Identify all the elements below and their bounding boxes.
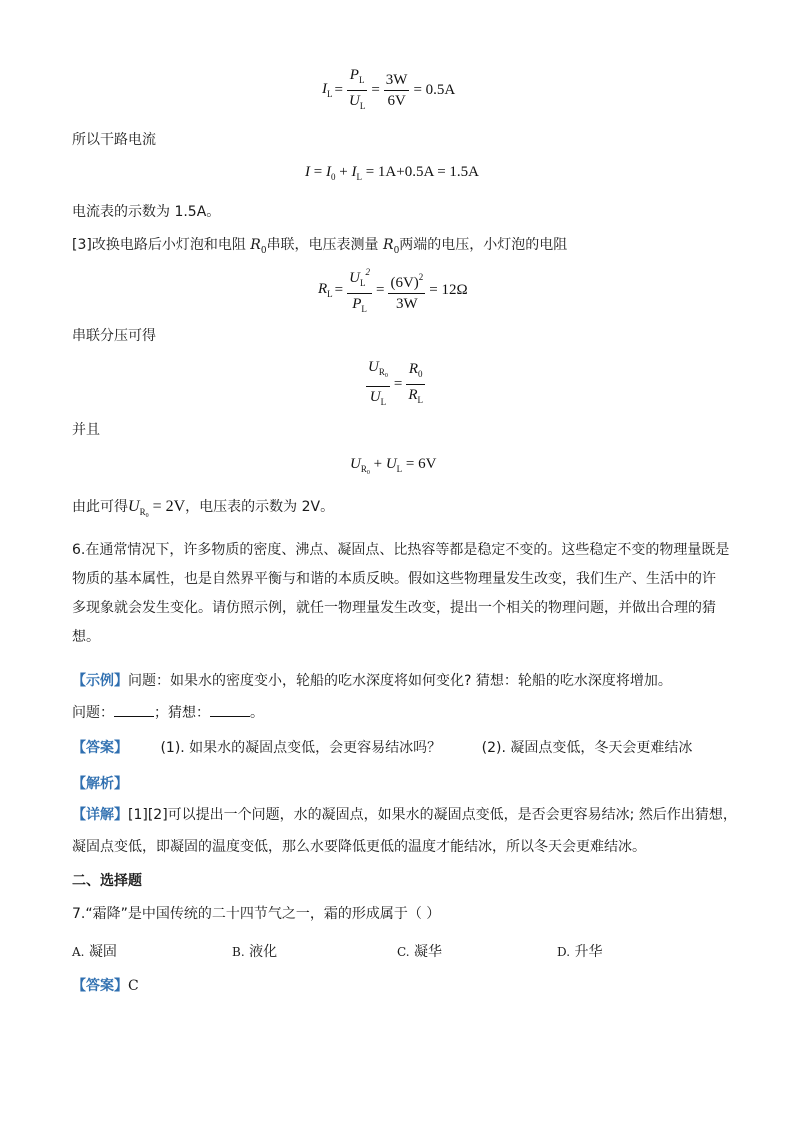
text-trunk-current: 所以干路电流 [72,132,156,148]
stem-line: 物质的基本属性，也是自然界平衡与和谐的本质反映。假如这些物理量发生改变，我们生产、生活中的许 [72,571,716,587]
answer-tag: 【答案】 [72,740,128,756]
answer-blank-guess[interactable] [210,704,250,717]
analysis-tag: 【解析】 [72,776,128,792]
text-step-3: [3]改换电路后小灯泡和电阻 $R_0$串联，电压表测量 $R_0$两端的电压，小灯泡的电阻 [72,237,568,256]
answer-blank-question[interactable] [114,704,154,717]
blank-line: 问题： ；猜想： 。 [72,705,264,721]
fraction: $\frac{(6V)^2}{3W}$ [388,268,425,313]
fraction: $\frac{U_L^2}{P_L}$ [347,263,372,318]
option-d[interactable]: D. 升华 [557,944,603,960]
stem-line: 多现象就会发生变化。请仿照示例，就任一物理量发生改变，提出一个相关的物理问题，并做出合理的猜 [72,600,716,616]
example-line: 【示例】问题：如果水的密度变小，轮船的吃水深度将如何变化? 猜想：轮船的吃水深度将增加。 [72,673,672,689]
detail-tag: 【详解】 [72,807,128,823]
text-ammeter-reading: 电流表的示数为 1.5A。 [72,204,221,220]
fraction: $\frac{P_L}{U_L}$ [348,66,366,111]
answer-line-q6: 【答案】 (1). 如果水的凝固点变低，会更容易结冰吗？ (2). 凝固点变低，冬天会更难结冰 [72,740,693,756]
fraction: $\frac{R_0}{R_L}$ [408,360,423,405]
formula-lamp-resistance: $R_L$ = $\frac{U_L^2}{P_L}$ = $\frac{(6V)^2}{3W}$ = 12Ω [318,270,468,310]
text-and: 并且 [72,422,100,438]
fraction: $\frac{U_{R_0}}{U_L}$ [368,358,388,407]
detail-line-1: 【详解】[1][2]可以提出一个问题，水的凝固点，如果水的凝固点变低，是否会更容易结冰; 然后作出猜想， [72,807,737,823]
option-c[interactable]: C. 凝华 [397,944,443,960]
stem-line: 6.在通常情况下，许多物质的密度、沸点、凝固点、比热容等都是稳定不变的。这些稳定不变的物理量既是 [72,542,730,558]
detail-line-2: 凝固点变低，即凝固的温度变低，那么水要降低更低的温度才能结冰，所以冬天会更难结冰。 [72,839,646,855]
option-a[interactable]: A. 凝固 [72,944,117,960]
stem-line: 想。 [72,629,100,645]
section-title: 二、选择题 [72,873,142,889]
formula-voltage-sum: $U_{R_0} + U_L = 6V$ [350,456,437,476]
fraction: $\frac{3W}{6V}$ [385,71,408,109]
answer-tag: 【答案】 [72,978,128,994]
option-b[interactable]: B. 液化 [232,944,278,960]
formula-total-current: $I = I_0 + I_L = 1A+0.5A = 1.5A$ [305,164,479,182]
formula-current-lamp: $I_L$ = $\frac{P_L}{U_L}$ = $\frac{3W}{6V}$ = 0.5A [322,72,455,108]
formula-voltage-ratio: $\frac{U_{R_0}}{U_L}$ = $\frac{R_0}{R_L}$ [364,362,427,406]
question-6-stem [72,541,730,657]
answer-line-q7: 【答案】C [72,978,139,994]
text-series-division: 串联分压可得 [72,328,156,344]
example-tag: 【示例】 [72,673,128,689]
text-conclusion: 由此可得$U_{R_0} = 2V$，电压表的示数为 2V。 [72,498,335,519]
question-7-stem: 7.“霜降”是中国传统的二十四节气之一，霜的形成属于（ ） [72,906,441,922]
